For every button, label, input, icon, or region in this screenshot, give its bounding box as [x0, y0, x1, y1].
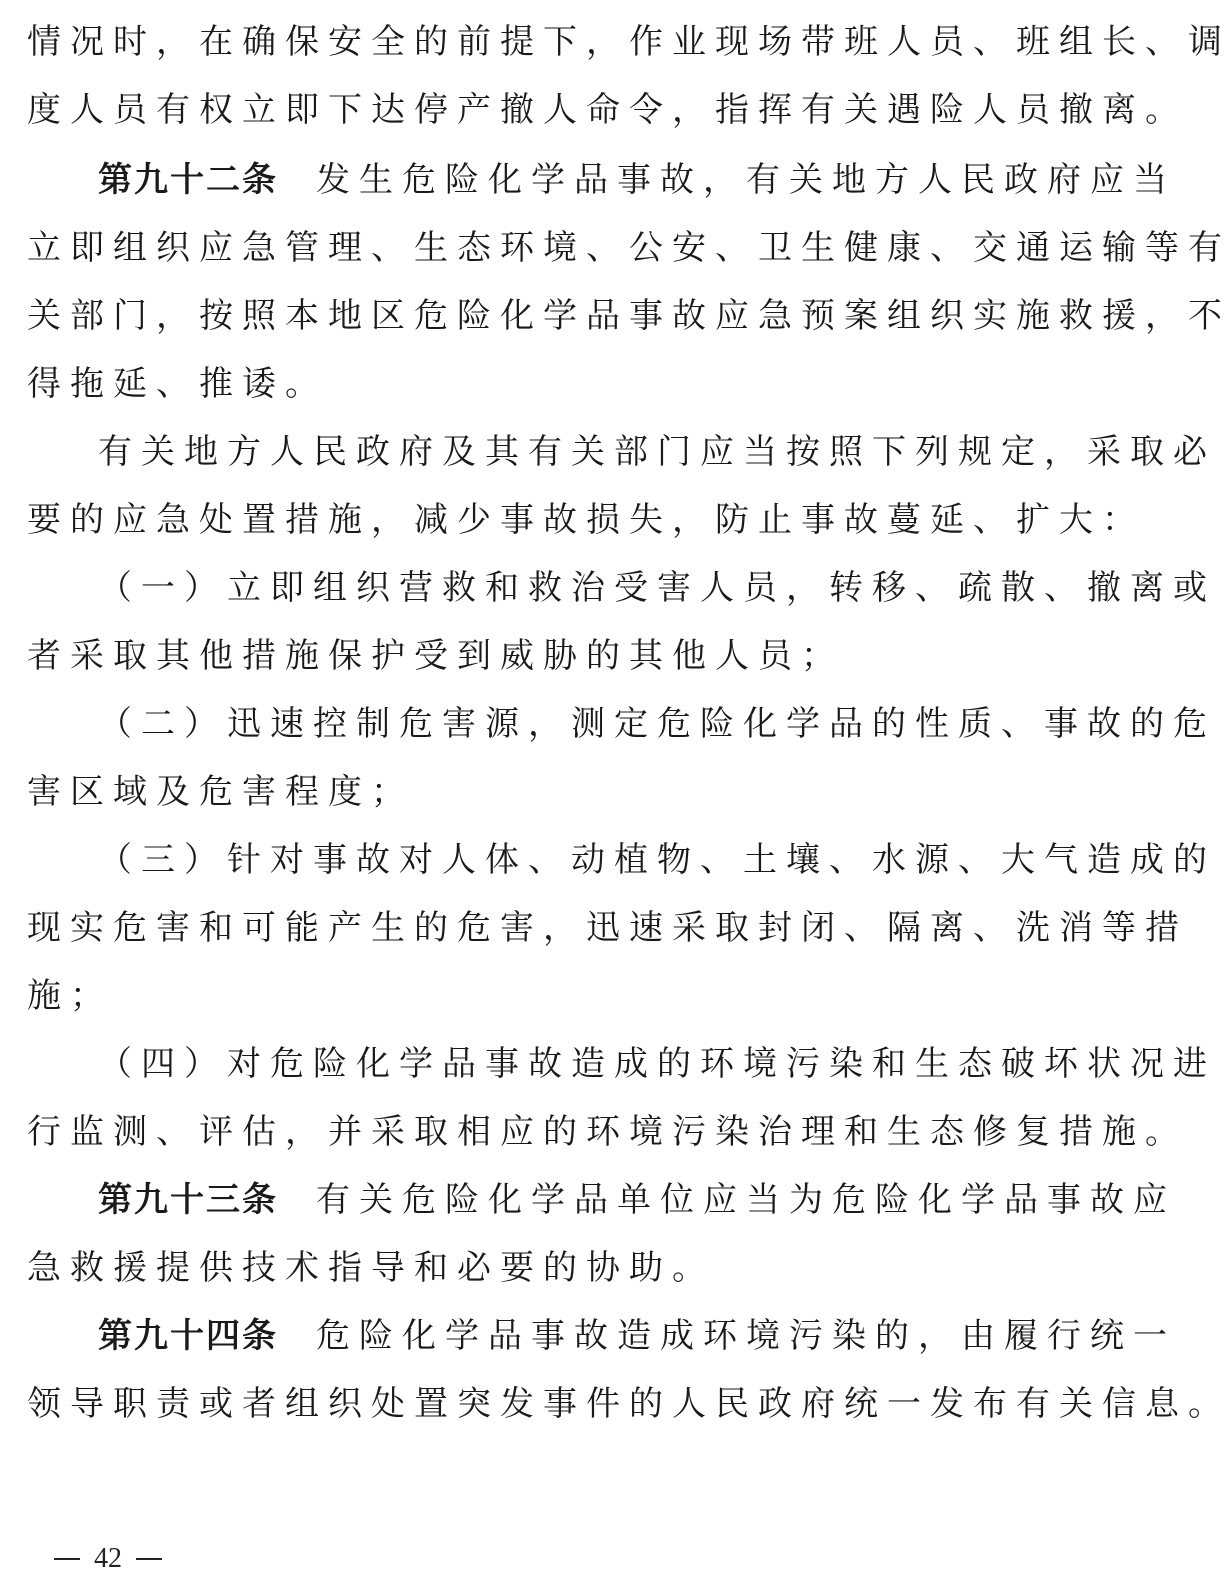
text-line: 急救援提供技术指导和必要的协助。	[27, 1248, 715, 1288]
text-line: 者采取其他措施保护受到威胁的其他人员；	[27, 636, 844, 676]
text-line: 有关地方人民政府及其有关部门应当按照下列规定，采取必	[98, 432, 1216, 472]
text-line: 立即组织应急管理、生态环境、公安、卫生健康、交通运输等有	[27, 228, 1231, 268]
text-line: 有关危险化学品单位应当为危险化学品事故应	[316, 1180, 1176, 1220]
text-line: 害区域及危害程度；	[27, 772, 414, 812]
text-line: 现实危害和可能产生的危害，迅速采取封闭、隔离、洗消等措	[27, 908, 1188, 948]
text-line: 要的应急处置措施，减少事故损失，防止事故蔓延、扩大：	[27, 500, 1145, 540]
page-number	[40, 1542, 176, 1576]
article-93-first-line	[98, 1180, 1176, 1220]
article-94-label: 第九十四条	[98, 1316, 278, 1356]
text-line: 度人员有权立即下达停产撤人命令，指挥有关遇险人员撤离。	[27, 90, 1188, 130]
dash-left	[54, 1558, 80, 1560]
text-line: 发生危险化学品事故，有关地方人民政府应当	[316, 160, 1176, 200]
list-item-1: （一）立即组织营救和救治受害人员，转移、疏散、撤离或	[98, 568, 1216, 608]
list-item-4: （四）对危险化学品事故造成的环境污染和生态破坏状况进	[98, 1044, 1216, 1084]
text-line: 关部门，按照本地区危险化学品事故应急预案组织实施救援，不	[27, 296, 1231, 336]
list-item-2: （二）迅速控制危害源，测定危险化学品的性质、事故的危	[98, 704, 1216, 744]
page-number-text: 42	[94, 1543, 122, 1574]
text-line: 行监测、评估，并采取相应的环境污染治理和生态修复措施。	[27, 1112, 1188, 1152]
text-line: 情况时，在确保安全的前提下，作业现场带班人员、班组长、调	[27, 22, 1231, 62]
article-94-first-line	[98, 1316, 1176, 1356]
article-92-label: 第九十二条	[98, 160, 278, 200]
text-line: 施；	[27, 976, 113, 1016]
text-line: 得拖延、推诿。	[27, 364, 328, 404]
text-line: 领导职责或者组织处置突发事件的人民政府统一发布有关信息。	[27, 1384, 1231, 1424]
text-line: 危险化学品事故造成环境污染的，由履行统一	[316, 1316, 1176, 1356]
article-93-label: 第九十三条	[98, 1180, 278, 1220]
list-item-3: （三）针对事故对人体、动植物、土壤、水源、大气造成的	[98, 840, 1216, 880]
article-92-first-line	[98, 160, 1176, 200]
dash-right	[136, 1558, 162, 1560]
